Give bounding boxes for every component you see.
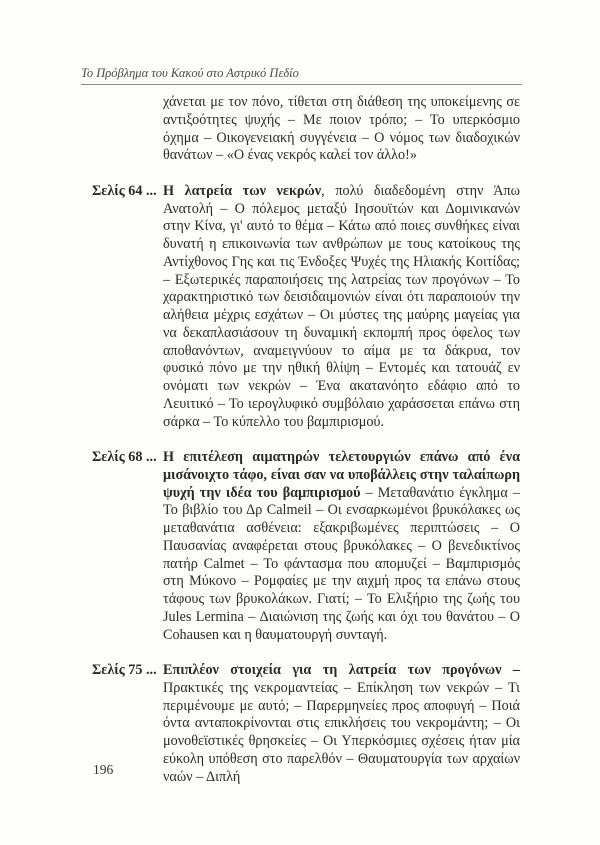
entry-title: Η λατρεία των νεκρών xyxy=(163,182,322,199)
page-number: 196 xyxy=(93,762,114,777)
entry-text: Πρακτικές της νεκρομαντείας – Επίκληση των νεκρών – Τι περιμένουμε με αυτό; – Παρερμηνείες προς αποφυγή – Ποιά όντα ανταποκρίνονται στις επικλήσεις του νεκρομάντη; – Οι μονοθεϊστικές θρησκείες – Οι Υπερκόσμιες σχέσεις ήταν μία εύκολη υπόθεση στο παρελθόν – Θαυματουργία των αρχαίων ναών – Διπλή xyxy=(163,679,520,785)
entry-label: Σελίς 75 ... xyxy=(92,662,157,678)
continuation-paragraph xyxy=(92,94,520,165)
running-head: Το Πρόβλημα του Κακού στο Αστρικό Πεδίο xyxy=(81,66,522,85)
entry-label: Σελίς 68 ... xyxy=(92,449,157,465)
continuation-text: χάνεται με τον πόνο, τίθεται στη διάθεση της υποκείμενης σε αντιξοότητες ψυχής – Με ποιον τρόπο; – Το υπερκόσμιο όχημα – Οικογενειακή συγγένεια – Ο νόμος των διαδοχικών θανάτων – «Ο ένας νεκρός καλεί τον άλλο!» xyxy=(163,94,520,164)
entry-label: Σελίς 64 ... xyxy=(92,182,157,199)
entry-text: – Μεταθανάτιο έγκλημα – Το βιβλίο του Δρ Calmeil – Οι ενσαρκωμένοι βρυκόλακες ως μεταθανάτια ασθένεια: εξακριβωμένες περιπτώσεις – Ο Παυσανίας αναφέρεται στους βρυκόλακες – Ο βενεδικτίνος πατήρ Calmet – Το φάντασμα που απομυζεί – Βαμπιρισμός στη Μύκονο – Ρομφαίες με την αιχμή προς τα επάνω στους τάφους των βρυκολάκων. Γιατί; – Το Ελιξήριο της ζωής του Jules Lermina – Διαιώνιση της ζωής και όχι του θανάτου – Ο Cohausen και η θαυματουργή συνταγή. xyxy=(163,484,520,643)
entry-title: Η επιτέλεση αιματηρών τελετουργιών επάνω από ένα μισάνοιχτο τάφο, είναι σαν να υποβάλλεις στην ταλαίπωρη ψυχή την ιδέα του βαμπιρισμού xyxy=(163,449,520,501)
toc-entry-68 xyxy=(92,449,520,644)
entry-text: , πολύ διαδεδομένη στην Άπω Ανατολή – Ο πόλεμος μεταξύ Ιησουϊτών και Δομινικανών στην Κίνα, γι' αυτό το θέμα – Κάτω από ποιες συνθήκες είναι δυνατή η επικοινωνία των ανθρώπων με τους κατοίκους της Αντίχθονος Γης και τις Ένδοξες Ψυχές της Ηλιακής Κοιτίδας; – Εξωτερικές παραποιήσεις της λατρείας των προγόνων – Το χαρακτηριστικό των δεισιδαιμονιών είναι ότι παραποιούν την αλήθεια μέχρις εσχάτων – Οι μύστες της μαύρης μαγείας για να δεκαπλασιάσουν τη δυναμική εκπομπή προς όφελος των αποθανόντων, αναμειγνύουν το αίμα με τα δάκρυα, τον φυσικό πόνο με την ηθική θλίψη – Εντομές και τατουάζ εν ονόματι των νεκρών – Ένα ακατανόητο εδάφιο από το Λευιτικό – Το ιερογλυφικό συμβόλαιο χαράσσεται επάνω στη σάρκα – Το κύπελλο του βαμπιρισμού. xyxy=(163,182,520,430)
entry-title: Επιπλέον στοιχεία για τη λατρεία των προγόνων – xyxy=(163,662,520,678)
toc-entry-64 xyxy=(92,183,520,432)
toc-entry-75 xyxy=(92,662,520,786)
page-body xyxy=(92,94,520,804)
